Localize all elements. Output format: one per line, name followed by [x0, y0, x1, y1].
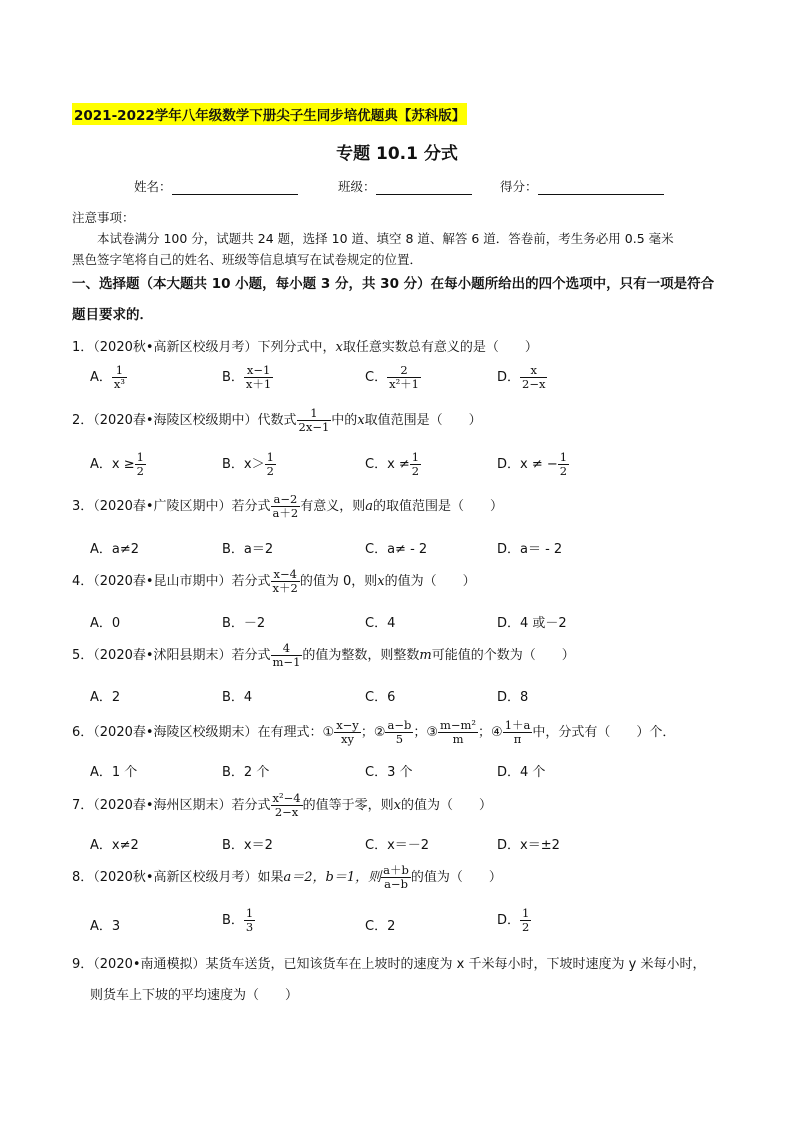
q2-option-c[interactable]: [365, 451, 421, 478]
score-blank[interactable]: [538, 181, 664, 195]
q8-prefix: 8．（2020秋•高新区校级月考）如果: [72, 870, 284, 885]
q7-option-b[interactable]: B．x＝2: [222, 838, 273, 853]
q3-option-c[interactable]: C．a≠ - 2: [365, 542, 428, 557]
q4-prefix: 4．（2020春•昆山市期中）若分式: [72, 574, 271, 589]
fraction: [387, 364, 421, 391]
denominator: 3: [245, 920, 254, 934]
numerator: 1＋a: [504, 718, 531, 732]
fraction: [297, 407, 332, 434]
q2-option-d[interactable]: [497, 451, 569, 478]
denominator: x＋1: [245, 377, 272, 391]
q7-suffix: 的值为（ ）: [400, 798, 492, 813]
q2-var: x: [357, 413, 365, 428]
option-letter: B．: [222, 913, 244, 928]
q8-option-c[interactable]: C．2: [365, 919, 396, 934]
denominator: a＋2: [272, 506, 299, 520]
numerator: a−b: [387, 718, 412, 732]
q7-var: x: [393, 798, 401, 813]
series-banner: 2021-2022学年八年级数学下册尖子生同步培优题典【苏科版】: [72, 103, 467, 125]
denominator: 2−x: [522, 377, 546, 391]
q5-var: m: [419, 648, 432, 663]
q7-option-a[interactable]: A．x≠2: [90, 838, 139, 853]
q1-prefix: 1．（2020秋•高新区校级月考）下列分式中，: [72, 340, 336, 355]
numerator: x−y: [336, 718, 359, 732]
numerator: a−2: [271, 493, 301, 507]
fraction: [385, 719, 413, 746]
option-letter: D．: [497, 370, 521, 385]
q8-condition: a＝2，b＝1，则: [283, 870, 382, 885]
q4-option-b[interactable]: B．－2: [222, 616, 266, 631]
denominator: π: [513, 732, 522, 746]
section-heading-line-2: 题目要求的．: [72, 307, 153, 323]
question-7-stem: [72, 792, 492, 819]
option-letter: C．: [365, 370, 388, 385]
class-blank[interactable]: [376, 181, 472, 195]
q1-option-b[interactable]: [222, 364, 273, 391]
denominator: 2: [136, 464, 144, 478]
name-field: [134, 177, 298, 195]
score-label: 得分：: [500, 179, 538, 194]
q6-option-c[interactable]: C．3 个: [365, 765, 413, 780]
option-letter: C．x ≠: [365, 457, 410, 472]
q8-option-d[interactable]: [497, 907, 531, 934]
numerator: 1: [411, 450, 420, 464]
page-title: 专题 10.1 分式: [336, 144, 458, 164]
q3-option-a[interactable]: A．a≠2: [90, 542, 140, 557]
numerator: a＋b: [383, 863, 409, 877]
q5-option-c[interactable]: C．6: [365, 690, 396, 705]
denominator: a−b: [384, 877, 408, 891]
q3-suffix: 的取值范围是（ ）: [373, 499, 504, 514]
question-9-line-2: 则货车上下坡的平均速度为（ ）: [90, 988, 299, 1003]
fraction: [271, 792, 303, 819]
question-9-line-1: 9．（2020•南通模拟）某货车送货，已知该货车在上坡时的速度为 x 千米每小时，下坡时速度为 y 米每小时，: [72, 957, 706, 972]
denominator: 2x−1: [298, 420, 330, 434]
fraction: [271, 568, 300, 595]
q2-suffix: 取值范围是（ ）: [364, 413, 482, 428]
fraction: [520, 364, 547, 391]
numerator: 4: [271, 642, 303, 656]
name-blank[interactable]: [172, 181, 298, 195]
denominator: xy: [341, 732, 354, 746]
denominator: m−1: [272, 655, 301, 669]
question-1-stem: [72, 336, 538, 355]
q2-option-b[interactable]: [222, 451, 276, 478]
denominator: 5: [395, 732, 404, 746]
q7-prefix: 7．（2020春•海州区期末）若分式: [72, 798, 271, 813]
numerator: 1: [297, 407, 332, 421]
numerator: x²−4: [272, 791, 301, 805]
numerator: 1: [266, 450, 274, 464]
q1-option-c[interactable]: [365, 364, 421, 391]
denominator: x²＋1: [389, 377, 419, 391]
score-field: [500, 177, 664, 195]
q6-suffix: 中，分式有（ ）个．: [532, 725, 676, 740]
q4-option-a[interactable]: A．0: [90, 616, 121, 631]
denominator: 2: [411, 464, 420, 478]
q1-suffix: 取任意实数总有意义的是（ ）: [342, 340, 538, 355]
fraction: [271, 642, 303, 669]
question-3-stem: [72, 493, 503, 520]
fraction: [271, 493, 301, 520]
q7-option-d[interactable]: D．x＝±2: [497, 838, 560, 853]
q8-suffix: 的值为（ ）: [410, 870, 502, 885]
fraction: [244, 907, 255, 934]
q3-mid: 有意义，则: [300, 499, 366, 514]
question-5-stem: [72, 642, 575, 669]
denominator: 2−x: [274, 805, 299, 819]
question-2-stem: [72, 407, 482, 434]
fraction: [520, 907, 531, 934]
section-heading-line-1: 一、选择题（本大题共 10 小题，每小题 3 分，共 30 分）在每小题所给出的四个选项中，只有一项是符合: [72, 276, 715, 292]
q5-suffix: 可能值的个数为（ ）: [431, 648, 575, 663]
fraction: [558, 451, 569, 478]
option-letter: A．x ≥: [90, 457, 135, 472]
q3-prefix: 3．（2020春•广陵区期中）若分式: [72, 499, 271, 514]
question-6-stem: [72, 719, 675, 746]
q4-var: x: [377, 574, 385, 589]
notice-line-2: 黑色签字笔将自己的姓名、班级等信息填写在试卷规定的位置．: [72, 252, 423, 267]
fraction: [503, 719, 533, 746]
numerator: x−4: [271, 568, 300, 582]
option-letter: B．x＞: [222, 457, 265, 472]
denominator: 2: [559, 464, 568, 478]
denominator: x³: [113, 377, 126, 391]
q4-option-c[interactable]: C．4: [365, 616, 396, 631]
question-8-stem: [72, 864, 502, 891]
q1-option-a[interactable]: [90, 364, 127, 391]
q6-sep: ；②: [360, 725, 386, 740]
q4-option-d[interactable]: D．4 或－2: [497, 616, 567, 631]
numerator: 1: [245, 906, 254, 920]
q1-var: x: [335, 340, 343, 355]
q8-option-a[interactable]: A．3: [90, 919, 121, 934]
q7-mid: 的值等于零，则: [302, 798, 394, 813]
fraction: [135, 451, 146, 478]
question-4-stem: [72, 568, 476, 595]
option-letter: A．: [90, 370, 112, 385]
fraction: [244, 364, 273, 391]
q5-mid: 的值为整数，则整数: [302, 648, 420, 663]
fraction: [381, 864, 411, 891]
option-letter: B．: [222, 370, 244, 385]
fraction: [112, 364, 127, 391]
numerator: 2: [387, 364, 421, 378]
denominator: 2: [522, 920, 530, 934]
q6-option-d[interactable]: D．4 个: [497, 765, 546, 780]
denominator: m: [452, 732, 464, 746]
numerator: x−1: [244, 364, 273, 378]
q1-option-d[interactable]: [497, 364, 547, 391]
q6-option-a[interactable]: A．1 个: [90, 765, 138, 780]
fraction: [265, 451, 276, 478]
q2-mid: 中的: [331, 413, 358, 428]
numerator: 1: [559, 450, 568, 464]
q3-var: a: [365, 499, 373, 514]
q6-sep: ；④: [478, 725, 503, 740]
notice-line-1: 本试卷满分 100 分，试题共 24 题，选择 10 道、填空 8 道、解答 6 道．答卷前，考生务必用 0.5 毫米: [97, 231, 674, 246]
denominator: x＋2: [272, 581, 298, 595]
denominator: 2: [266, 464, 274, 478]
q3-option-d[interactable]: D．a＝ - 2: [497, 542, 563, 557]
numerator: x: [520, 364, 547, 378]
name-label: 姓名：: [134, 179, 172, 194]
q8-option-b[interactable]: [222, 907, 255, 934]
q2-prefix: 2．（2020春•海陵区校级期中）代数式: [72, 413, 297, 428]
q6-prefix: 6．（2020春•海陵区校级期末）在有理式：①: [72, 725, 335, 740]
class-label: 班级：: [338, 179, 376, 194]
q6-sep: ；③: [413, 725, 438, 740]
fraction: [410, 451, 421, 478]
class-field: [338, 177, 472, 195]
q2-option-a[interactable]: [90, 451, 146, 478]
numerator: 1: [136, 450, 144, 464]
fraction: [334, 719, 361, 746]
q4-mid: 的值为 0，则: [299, 574, 378, 589]
q4-suffix: 的值为（ ）: [384, 574, 476, 589]
q5-prefix: 5．（2020春•沭阳县期末）若分式: [72, 648, 271, 663]
numerator: m−m²: [439, 718, 477, 732]
numerator: 1: [112, 364, 127, 378]
q3-option-b[interactable]: B．a＝2: [222, 542, 274, 557]
q6-option-b[interactable]: B．2 个: [222, 765, 270, 780]
q5-option-a[interactable]: A．2: [90, 690, 121, 705]
option-letter: D．: [497, 913, 521, 928]
option-letter: D．x ≠ −: [497, 457, 558, 472]
q7-option-c[interactable]: C．x＝－2: [365, 838, 430, 853]
numerator: 1: [522, 906, 530, 920]
notice-heading: 注意事项：: [72, 210, 135, 225]
q5-option-b[interactable]: B．4: [222, 690, 253, 705]
fraction: [438, 719, 478, 746]
q5-option-d[interactable]: D．8: [497, 690, 529, 705]
